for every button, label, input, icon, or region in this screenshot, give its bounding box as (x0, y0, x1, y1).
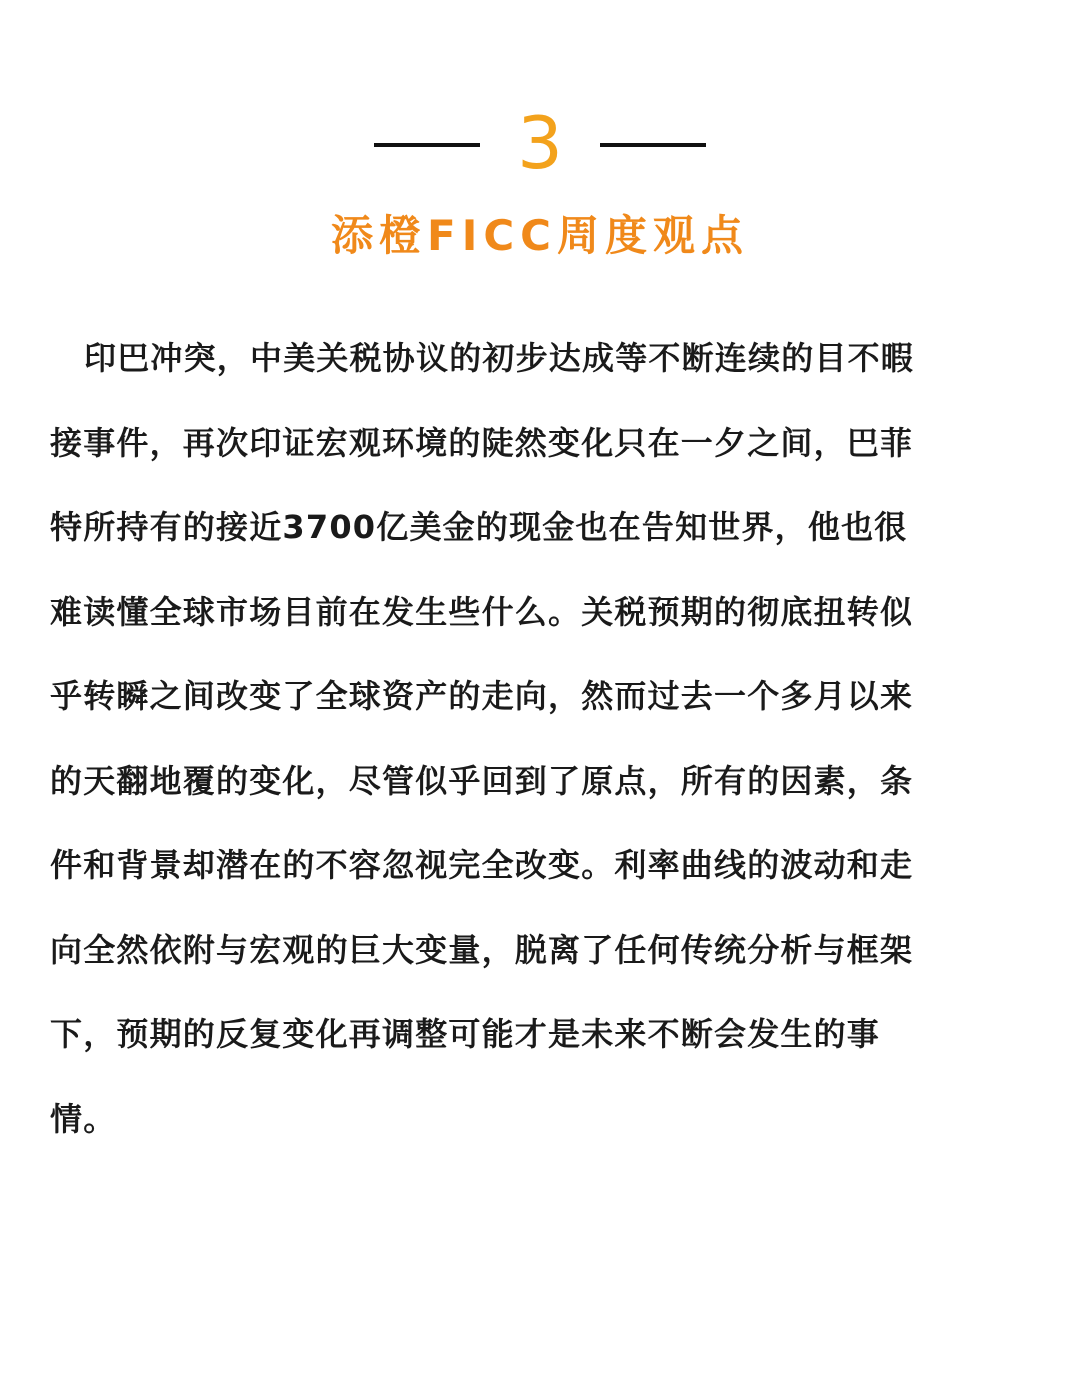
right-divider-line (600, 143, 706, 147)
paragraph-line: 的天翻地覆的变化，尽管似乎回到了原点，所有的因素，条 (50, 761, 914, 800)
section-title: 添橙FICC周度观点 (331, 211, 749, 260)
section-header (0, 100, 1080, 190)
paragraph-line: 情。 (50, 1099, 117, 1138)
paragraph-line: 下，预期的反复变化再调整可能才是未来不断会发生的事 (50, 1015, 881, 1053)
paragraph-line: 难读懂全球市场目前在发生些什么。关税预期的彻底扭转似 (50, 592, 914, 631)
paragraph-line: 特所持有的接近3700亿美金的现金也在告知世界，他也很 (50, 508, 908, 546)
paragraph-line: 印巴冲突，中美关税协议的初步达成等不断连续的目不暇 (84, 339, 915, 377)
paragraph-line: 乎转瞬之间改变了全球资产的走向，然而过去一个多月以来 (50, 677, 914, 715)
section-number: 3 (517, 101, 563, 185)
paragraph-line: 件和背景却潜在的不容忽视完全改变。利率曲线的波动和走 (50, 846, 914, 884)
left-divider-line (374, 143, 480, 147)
paragraph-line: 接事件，再次印证宏观环境的陡然变化只在一夕之间，巴菲 (50, 423, 914, 462)
body-paragraph (50, 316, 1030, 1161)
paragraph-line: 向全然依附与宏观的巨大变量，脱离了任何传统分析与框架 (50, 930, 914, 969)
